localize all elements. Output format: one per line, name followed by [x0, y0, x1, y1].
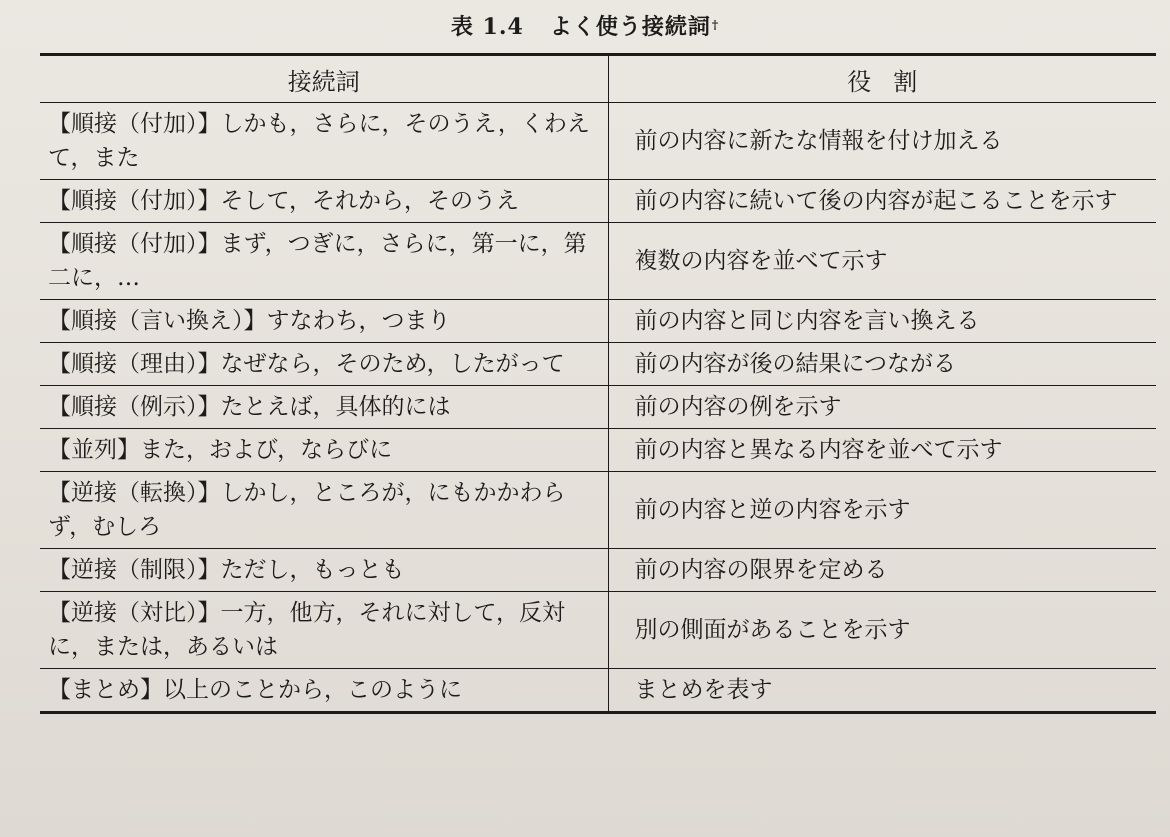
- table-number: 表 1.4: [450, 14, 524, 40]
- footnote-mark: †: [711, 18, 720, 32]
- conjunction-cell: 【順接（付加）】しかも，さらに，そのうえ，くわえて，また: [40, 103, 608, 180]
- conjunction-cell: 【順接（例示）】たとえば，具体的には: [40, 386, 608, 429]
- role-cell: 前の内容が後の結果につながる: [608, 343, 1156, 386]
- table-row: [40, 223, 1156, 300]
- role-cell: まとめを表す: [634, 677, 773, 703]
- role-cell: 前の内容と異なる内容を並べて示す: [608, 429, 1156, 472]
- conjunction-cell: 【並列】また，および，ならびに: [40, 429, 608, 472]
- conjunction-cell: 【逆接（制限）】ただし，もっとも: [40, 549, 608, 592]
- table-caption: [0, 10, 1170, 44]
- role-cell: 前の内容に新たな情報を付け加える: [608, 103, 1156, 180]
- role-cell: 前の内容と逆の内容を示す: [608, 472, 1156, 549]
- table-row: [40, 300, 1156, 343]
- role-cell: 複数の内容を並べて示す: [608, 223, 1156, 300]
- table-row: [40, 669, 1156, 713]
- conjunction-cell: 【順接（言い換え）】すなわち，つまり: [40, 300, 608, 343]
- conjunction-cell: 【順接（付加）】そして，それから，そのうえ: [40, 180, 608, 223]
- conjunction-cell: 【逆接（転換）】しかし，ところが，にもかかわらず，むしろ: [40, 472, 608, 549]
- conjunction-cell: 【順接（付加）】まず，つぎに，さらに，第一に，第二に，…: [40, 223, 608, 300]
- conjunction-cell: 【順接（理由）】なぜなら，そのため，したがって: [40, 343, 608, 386]
- conjunction-cell: 【まとめ】以上のことから，このように: [40, 669, 608, 713]
- table-header-row: [40, 55, 1156, 103]
- table-row: [40, 103, 1156, 180]
- table-row: [40, 592, 1156, 669]
- header-conjunction: 接続詞: [40, 55, 608, 103]
- conjunction-cell: 【逆接（対比）】一方，他方，それに対して，反対に，または，あるいは: [40, 592, 608, 669]
- role-cell: 前の内容に続いて後の内容が起こることを示す: [608, 180, 1156, 223]
- header-role: 役割: [608, 55, 1156, 103]
- table-row: [40, 472, 1156, 549]
- role-cell: 別の側面があることを示す: [608, 592, 1156, 669]
- role-cell: 前の内容の例を示す: [608, 386, 1156, 429]
- table-row: [40, 429, 1156, 472]
- table-row: [40, 386, 1156, 429]
- table-row: [40, 549, 1156, 592]
- table-row: [40, 180, 1156, 223]
- conjunction-table: [40, 53, 1156, 714]
- role-cell: 前の内容と同じ内容を言い換える: [608, 300, 1156, 343]
- table-title: よく使う接続詞: [549, 14, 711, 40]
- table-row: [40, 343, 1156, 386]
- role-cell: 前の内容の限界を定める: [608, 549, 1156, 592]
